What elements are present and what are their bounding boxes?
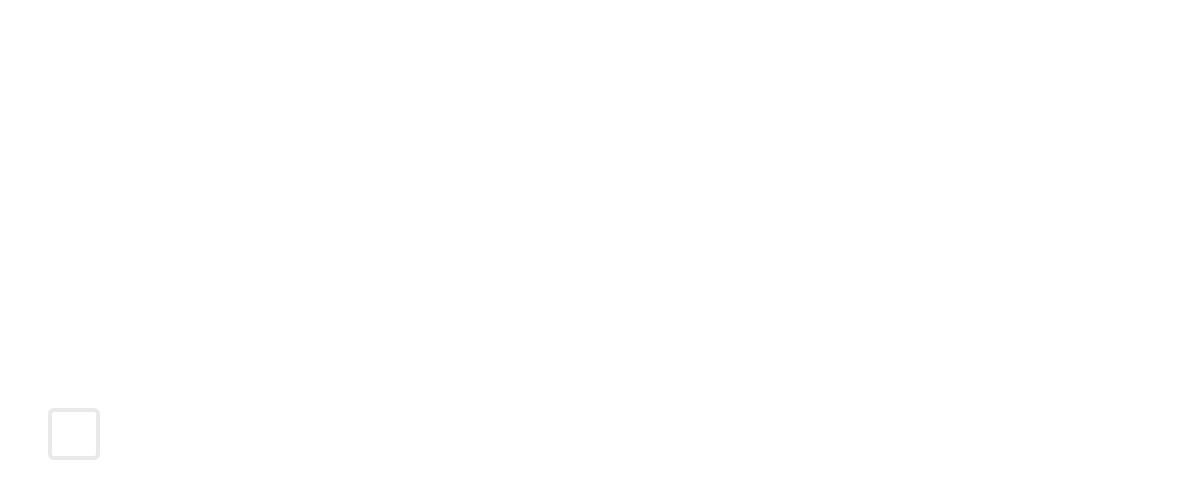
watermark (40, 398, 800, 498)
watermark-logo-icon (48, 408, 100, 460)
category-line (0, 203, 1200, 223)
